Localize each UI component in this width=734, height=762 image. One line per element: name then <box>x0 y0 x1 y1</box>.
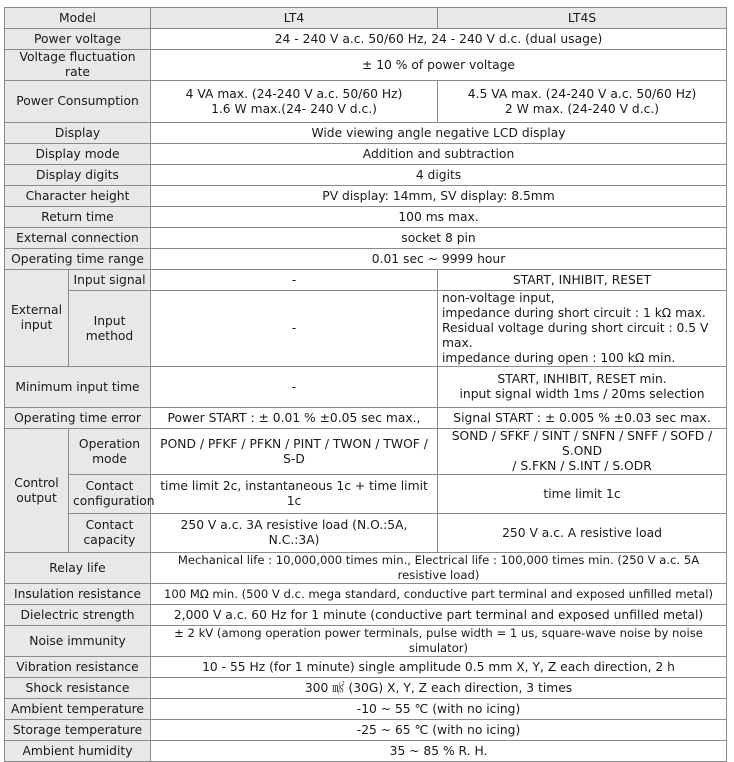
value-line: non-voltage input, <box>442 291 555 305</box>
row-label: Ambient temperature <box>5 699 151 720</box>
header-row <box>5 8 727 29</box>
label-line: Contact <box>85 479 134 493</box>
lt4-value: 250 V a.c. 3A resistive load (N.O.:5A, N.C.:3A) <box>151 514 438 553</box>
row-insulation-resistance <box>5 584 727 605</box>
row-power-consumption <box>5 81 727 123</box>
row-label: Display digits <box>5 165 151 186</box>
lt4-value: POND / PFKF / PFKN / PINT / TWON / TWOF / S-D <box>151 429 438 475</box>
sub-label: Input signal <box>69 270 151 291</box>
spec-table <box>4 7 727 762</box>
row-value: 100 MΩ min. (500 V d.c. mega standard, conductive part terminal and exposed unfilled metal) <box>151 584 727 605</box>
sub-label <box>69 514 151 553</box>
row-display <box>5 123 727 144</box>
row-label: Ambient humidity <box>5 741 151 762</box>
row-value: ± 2 kV (among operation power terminals, pulse width = 1 us, square-wave noise by noise simulator) <box>151 626 727 657</box>
row-label: Noise immunity <box>5 626 151 657</box>
row-label: Storage temperature <box>5 720 151 741</box>
row-value: 24 - 240 V a.c. 50/60 Hz, 24 - 240 V d.c. (dual usage) <box>151 29 727 50</box>
row-label: Insulation resistance <box>5 584 151 605</box>
row-contact-configuration <box>5 475 727 514</box>
value-line: START, INHIBIT, RESET min. <box>497 372 667 386</box>
row-label: Character height <box>5 186 151 207</box>
row-label: Operating time error <box>5 408 151 429</box>
row-vibration-resistance <box>5 657 727 678</box>
lt4s-value: START, INHIBIT, RESET <box>438 270 727 291</box>
row-return-time <box>5 207 727 228</box>
header-model: Model <box>5 8 151 29</box>
row-ambient-humidity <box>5 741 727 762</box>
row-value: 4 digits <box>151 165 727 186</box>
row-value: 35 ~ 85 % R. H. <box>151 741 727 762</box>
row-display-mode <box>5 144 727 165</box>
row-operation-mode <box>5 429 727 475</box>
row-value: socket 8 pin <box>151 228 727 249</box>
lt4s-value <box>438 291 727 367</box>
value-line: impedance during short circuit : 1 kΩ max. <box>442 306 706 320</box>
value-line: 1.6 W max.(24- 240 V d.c.) <box>211 101 377 116</box>
row-value: Addition and subtraction <box>151 144 727 165</box>
row-label: Power voltage <box>5 29 151 50</box>
row-contact-capacity <box>5 514 727 553</box>
sub-label <box>69 291 151 367</box>
row-power-voltage <box>5 29 727 50</box>
row-label: Shock resistance <box>5 678 151 699</box>
row-value: PV display: 14mm, SV display: 8.5mm <box>151 186 727 207</box>
row-operating-time-error <box>5 408 727 429</box>
row-label: Voltage fluctuation rate <box>5 50 151 81</box>
lt4-value: - <box>151 367 438 408</box>
row-value: Mechanical life : 10,000,000 times min., Electrical life : 100,000 times min. (250 V a.c. 5A resistive load) <box>151 553 727 584</box>
row-value: 300 ㎨ (30G) X, Y, Z each direction, 3 times <box>151 678 727 699</box>
row-dielectric-strength <box>5 605 727 626</box>
row-value: Wide viewing angle negative LCD display <box>151 123 727 144</box>
value-line: 4 VA max. (24-240 V a.c. 50/60 Hz) <box>185 86 403 101</box>
label-line: output <box>16 490 57 505</box>
row-label: Relay life <box>5 553 151 584</box>
row-label: Operating time range <box>5 249 151 270</box>
header-lt4s: LT4S <box>438 8 727 29</box>
lt4s-value <box>438 367 727 408</box>
row-character-height <box>5 186 727 207</box>
lt4s-value: Signal START : ± 0.005 % ±0.03 sec max. <box>438 408 727 429</box>
row-shock-resistance <box>5 678 727 699</box>
label-line: External <box>10 303 63 317</box>
lt4s-value: time limit 1c <box>438 475 727 514</box>
label-line: Operation <box>78 436 141 451</box>
row-value: -10 ~ 55 ℃ (with no icing) <box>151 699 727 720</box>
value-line: SOND / SFKF / SINT / SNFN / SNFF / SOFD / S.OND <box>451 429 713 458</box>
row-value: 100 ms max. <box>151 207 727 228</box>
label-line: Contact <box>85 518 134 532</box>
lt4-value: - <box>151 291 438 367</box>
row-voltage-fluctuation <box>5 50 727 81</box>
row-noise-immunity <box>5 626 727 657</box>
label-line: method <box>85 328 134 343</box>
lt4s-value <box>438 429 727 475</box>
row-label: Display mode <box>5 144 151 165</box>
row-relay-life <box>5 553 727 584</box>
value-line: Residual voltage during short circuit : 0.5 V max. <box>442 321 709 350</box>
label-line: input <box>20 318 53 332</box>
row-label: Return time <box>5 207 151 228</box>
row-label: Display <box>5 123 151 144</box>
row-external-connection <box>5 228 727 249</box>
row-value: 10 - 55 Hz (for 1 minute) single amplitude 0.5 mm X, Y, Z each direction, 2 h <box>151 657 727 678</box>
row-label: Minimum input time <box>5 367 151 408</box>
lt4-value: - <box>151 270 438 291</box>
value-line: 4.5 VA max. (24-240 V a.c. 50/60 Hz) <box>467 86 697 101</box>
row-input-method <box>5 291 727 367</box>
row-label: Dielectric strength <box>5 605 151 626</box>
value-line: impedance during open : 100 kΩ min. <box>442 351 676 365</box>
lt4-value <box>151 81 438 123</box>
row-label: External connection <box>5 228 151 249</box>
value-line: input signal width 1ms / 20ms selection <box>459 387 705 401</box>
label-line: mode <box>92 451 127 466</box>
lt4-value: time limit 2c, instantaneous 1c + time limit 1c <box>151 475 438 514</box>
row-value: -25 ~ 65 ℃ (with no icing) <box>151 720 727 741</box>
row-label: Power Consumption <box>5 81 151 123</box>
label-line: capacity <box>83 533 136 547</box>
row-value: 2,000 V a.c. 60 Hz for 1 minute (conductive part terminal and exposed unfilled metal) <box>151 605 727 626</box>
row-input-signal <box>5 270 727 291</box>
row-display-digits <box>5 165 727 186</box>
label-line: Input <box>93 313 126 328</box>
row-ambient-temperature <box>5 699 727 720</box>
row-operating-time-range <box>5 249 727 270</box>
header-lt4: LT4 <box>151 8 438 29</box>
lt4-value: Power START : ± 0.01 % ±0.05 sec max., <box>151 408 438 429</box>
lt4s-value: 250 V a.c. A resistive load <box>438 514 727 553</box>
sub-label <box>69 475 155 514</box>
label-line: Control <box>14 475 59 490</box>
sub-label <box>69 429 151 475</box>
external-input-label <box>5 270 69 367</box>
row-label: Vibration resistance <box>5 657 151 678</box>
label-line: configuration <box>73 494 155 508</box>
row-minimum-input-time <box>5 367 727 408</box>
value-line: 2 W max. (24-240 V d.c.) <box>504 101 660 116</box>
lt4s-value <box>438 81 727 123</box>
row-value: 0.01 sec ~ 9999 hour <box>151 249 727 270</box>
control-output-label <box>5 429 69 553</box>
row-storage-temperature <box>5 720 727 741</box>
value-line: / S.FKN / S.INT / S.ODR <box>512 459 652 473</box>
row-value: ± 10 % of power voltage <box>151 50 727 81</box>
